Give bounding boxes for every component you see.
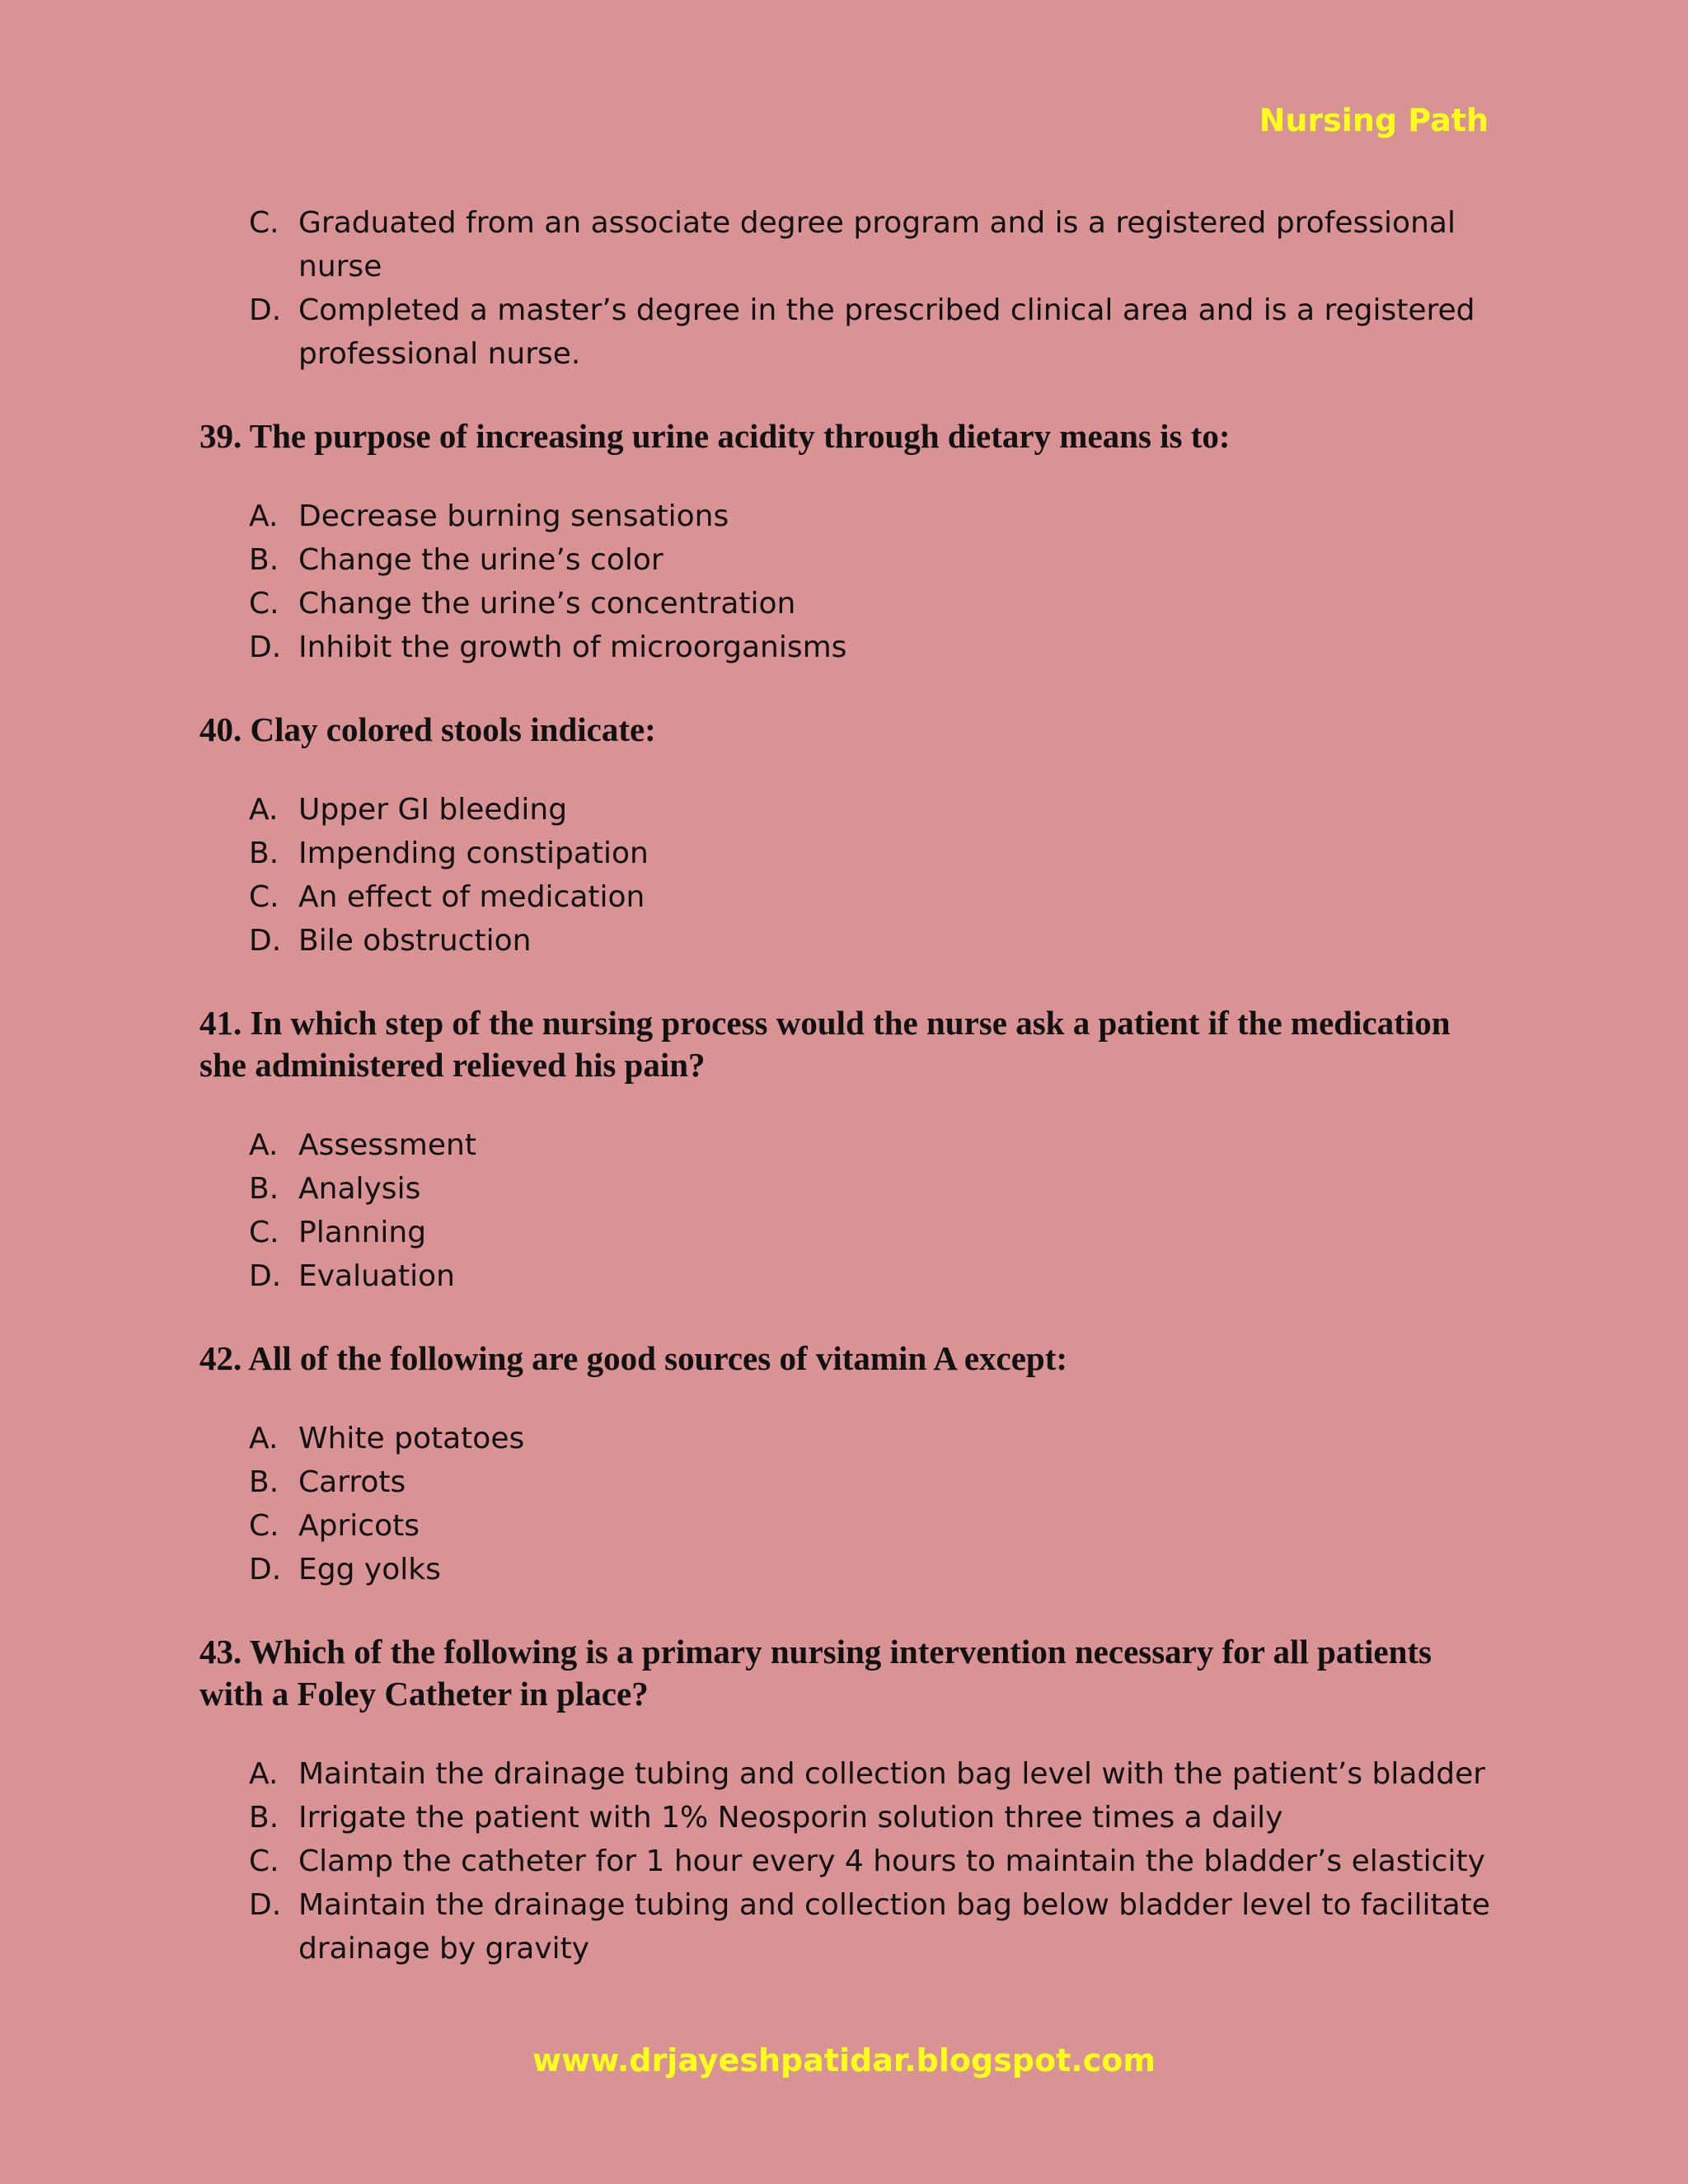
option-item bbox=[199, 1548, 1493, 1591]
option-item bbox=[199, 626, 1493, 669]
option-letter: C. bbox=[249, 1216, 279, 1249]
option-text: Maintain the drainage tubing and collection bag level with the patient’s bladder bbox=[298, 1757, 1486, 1791]
option-item bbox=[199, 582, 1493, 626]
option-item bbox=[199, 288, 1493, 376]
answer-options bbox=[199, 1417, 1493, 1591]
option-letter: A. bbox=[249, 1757, 279, 1791]
option-text: Clamp the catheter for 1 hour every 4 hours to maintain the bladder’s elasticity bbox=[298, 1844, 1485, 1878]
option-letter: B. bbox=[249, 1801, 279, 1835]
answer-options bbox=[199, 1123, 1493, 1298]
option-text: Evaluation bbox=[298, 1259, 455, 1293]
option-letter: D. bbox=[249, 630, 282, 664]
option-text: Assessment bbox=[298, 1128, 476, 1162]
option-item bbox=[199, 1504, 1493, 1548]
option-letter: C. bbox=[249, 1844, 279, 1878]
option-letter: D. bbox=[249, 1259, 282, 1293]
option-text: Change the urine’s color bbox=[298, 543, 663, 577]
option-letter: A. bbox=[249, 793, 279, 827]
option-text: Apricots bbox=[298, 1509, 420, 1543]
option-letter: C. bbox=[249, 1509, 279, 1543]
option-text: Change the urine’s concentration bbox=[298, 587, 796, 621]
option-item bbox=[199, 832, 1493, 875]
option-letter: A. bbox=[249, 1422, 279, 1455]
option-letter: C. bbox=[249, 880, 279, 914]
question-text: 41. In which step of the nursing process would the nurse ask a patient if the medication she administered relieved his pain? bbox=[199, 1004, 1451, 1084]
option-text: Carrots bbox=[298, 1465, 406, 1499]
option-text: Bile obstruction bbox=[298, 924, 532, 958]
option-item bbox=[199, 1167, 1493, 1211]
page-header-brand: Nursing Path bbox=[1259, 102, 1489, 138]
option-letter: A. bbox=[249, 1128, 279, 1162]
option-letter: B. bbox=[249, 837, 279, 870]
question-text: 43. Which of the following is a primary nursing intervention necessary for all patients with a Foley Catheter in place? bbox=[199, 1633, 1432, 1713]
option-letter: B. bbox=[249, 543, 279, 577]
question-41 bbox=[199, 1002, 1493, 1298]
option-text: Inhibit the growth of microorganisms bbox=[298, 630, 847, 664]
option-text: White potatoes bbox=[298, 1422, 525, 1455]
option-item bbox=[199, 788, 1493, 832]
question-text: 42. All of the following are good sources of vitamin A except: bbox=[199, 1339, 1068, 1377]
option-item bbox=[199, 201, 1493, 288]
footer-blog-link[interactable]: www.drjayeshpatidar.blogspot.com bbox=[532, 2042, 1156, 2079]
option-text: Maintain the drainage tubing and collection bag below bladder level to facilitate drainage by gravity bbox=[298, 1888, 1490, 1966]
option-item bbox=[199, 1417, 1493, 1460]
option-text: An effect of medication bbox=[298, 880, 645, 914]
option-text: Graduated from an associate degree program and is a registered professional nurse bbox=[298, 206, 1456, 284]
question-39 bbox=[199, 415, 1493, 669]
option-item bbox=[199, 1460, 1493, 1504]
answer-options bbox=[199, 494, 1493, 669]
option-letter: C. bbox=[249, 587, 279, 621]
answer-options bbox=[199, 788, 1493, 963]
option-letter: D. bbox=[249, 293, 282, 327]
option-letter: D. bbox=[249, 924, 282, 958]
option-text: Analysis bbox=[298, 1172, 421, 1206]
option-item bbox=[199, 1840, 1493, 1883]
question-42 bbox=[199, 1338, 1493, 1591]
question-text: 39. The purpose of increasing urine acidity through dietary means is to: bbox=[199, 417, 1231, 455]
option-text: Decrease burning sensations bbox=[298, 499, 729, 533]
question-40 bbox=[199, 709, 1493, 963]
option-item bbox=[199, 919, 1493, 963]
option-text: Irrigate the patient with 1% Neosporin solution three times a daily bbox=[298, 1801, 1283, 1835]
option-letter: D. bbox=[249, 1888, 282, 1922]
option-letter: A. bbox=[249, 499, 279, 533]
option-text: Completed a master’s degree in the prescribed clinical area and is a registered professional nurse. bbox=[298, 293, 1475, 371]
option-item bbox=[199, 1211, 1493, 1254]
option-item bbox=[199, 1883, 1493, 1971]
answer-options bbox=[199, 1752, 1493, 1971]
question-text: 40. Clay colored stools indicate: bbox=[199, 710, 656, 748]
option-item bbox=[199, 1796, 1493, 1840]
question-content bbox=[199, 201, 1493, 1971]
question-43 bbox=[199, 1631, 1493, 1971]
option-item bbox=[199, 875, 1493, 919]
option-item bbox=[199, 538, 1493, 582]
option-text: Planning bbox=[298, 1216, 427, 1249]
option-text: Egg yolks bbox=[298, 1553, 441, 1586]
option-item bbox=[199, 494, 1493, 538]
option-text: Upper GI bleeding bbox=[298, 793, 568, 827]
option-letter: B. bbox=[249, 1172, 279, 1206]
option-letter: D. bbox=[249, 1553, 282, 1586]
carryover-options bbox=[199, 201, 1493, 376]
option-letter: B. bbox=[249, 1465, 279, 1499]
option-item bbox=[199, 1254, 1493, 1298]
option-item bbox=[199, 1123, 1493, 1167]
option-item bbox=[199, 1752, 1493, 1796]
option-text: Impending constipation bbox=[298, 837, 649, 870]
option-letter: C. bbox=[249, 206, 279, 240]
